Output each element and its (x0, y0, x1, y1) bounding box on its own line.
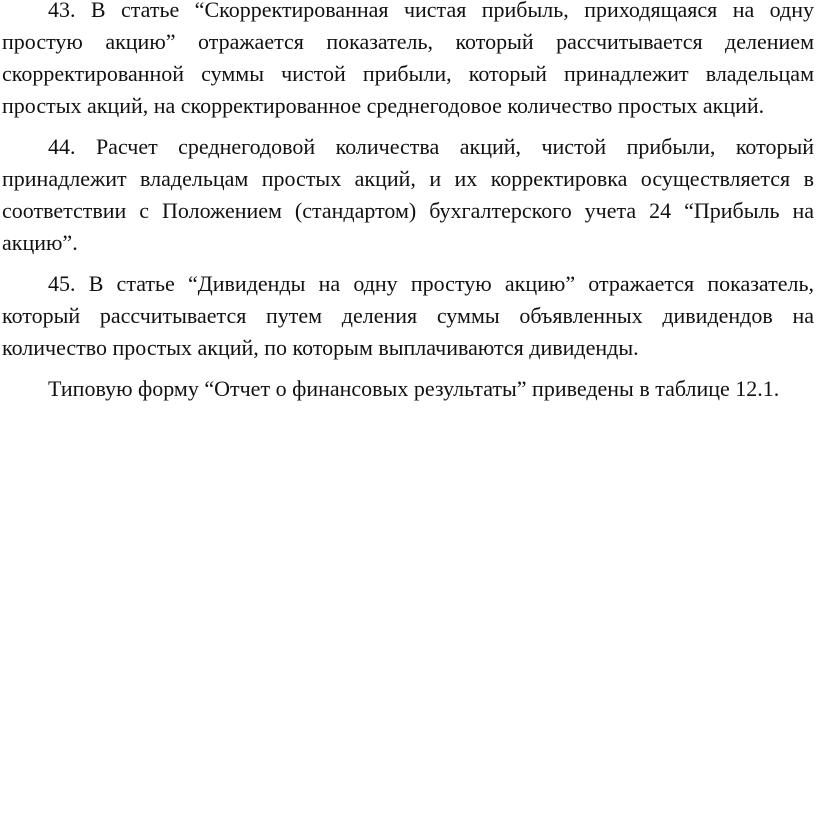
paragraph-44: 44. Расчет среднегодовой количества акций, чистой прибыли, который принадлежит владельцам простых акций, и их корректировка осуществляется в соответствии с Положением (стандартом) бухгалтерского учета 24 “Прибыль на акцию”. (2, 134, 814, 255)
paragraph-43: 43. В статье “Скорректированная чистая прибыль, приходящаяся на одну простую акцию” отражается показатель, который рассчитывается делением скорректированной суммы чистой прибыли, который принадлежит владельцам простых акций, на скорректированное среднегодовое количество простых акций. (2, 0, 814, 118)
paragraph-table-reference: Типовую форму “Отчет о финансовых результаты” приведены в таблице 12.1. (48, 376, 780, 401)
paragraph-45: 45. В статье “Дивиденды на одну простую акцию” отражается показатель, который рассчитывается путем деления суммы объявленных дивидендов на количество простых акций, по которым выплачиваются дивиденды. (2, 271, 814, 360)
